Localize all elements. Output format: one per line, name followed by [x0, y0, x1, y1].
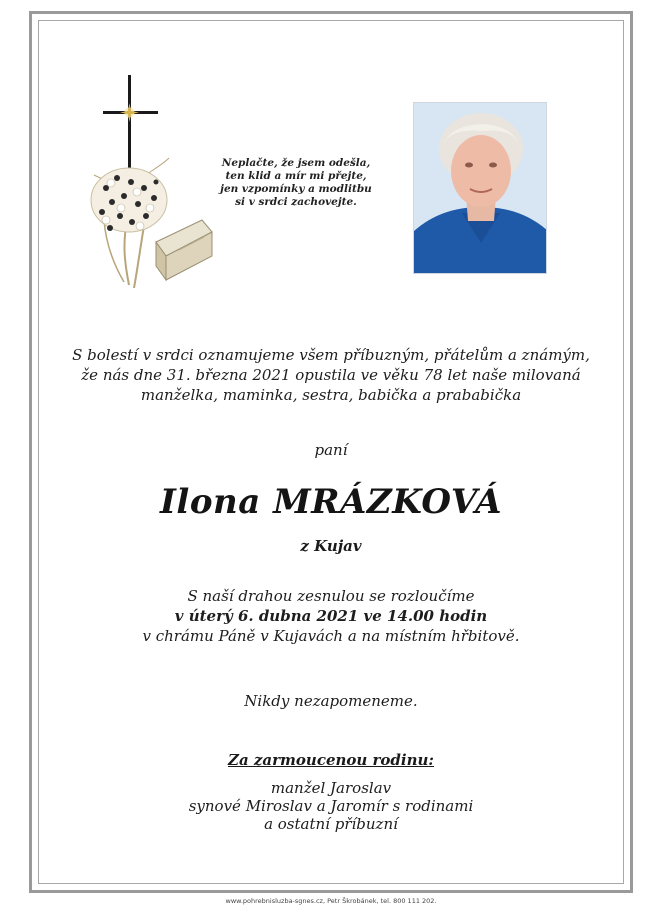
- announcement-line: S bolestí v srdci oznamujeme všem příbuzným, přátelům a známým,: [72, 346, 590, 364]
- cross-icon: [103, 75, 158, 172]
- closing-text: Nikdy nezapomeneme.: [244, 692, 418, 710]
- poem-line: Neplačte, že jsem odešla,: [221, 157, 371, 169]
- family-list: [40, 779, 622, 833]
- deceased-origin: z Kujav: [300, 537, 362, 555]
- family-member: synové Miroslav a Jaromír s rodinami: [188, 797, 474, 815]
- announcement-line: že nás dne 31. března 2021 opustila ve věku 78 let naše milovaná: [81, 366, 581, 384]
- poem: [206, 157, 386, 209]
- poem-line: ten klid a mír mi přejte,: [225, 170, 367, 182]
- announcement: [40, 345, 622, 405]
- family-member: a ostatní příbuzní: [264, 815, 398, 833]
- announcement-line: manželka, maminka, sestra, babička a prababička: [140, 386, 522, 404]
- salutation: paní: [314, 441, 348, 459]
- family-title: Za zarmoucenou rodinu:: [228, 751, 434, 769]
- ceremony-place: v chrámu Páně v Kujavách a na místním hřbitově.: [142, 627, 520, 645]
- decoration: [84, 70, 224, 292]
- family-member: manžel Jaroslav: [270, 779, 392, 797]
- book-icon: [156, 220, 212, 280]
- poem-line: si v srdci zachovejte.: [235, 196, 357, 208]
- ceremony-line: S naší drahou zesnulou se rozloučíme: [187, 587, 475, 605]
- ceremony-info: [40, 586, 622, 646]
- footer-credit: www.pohrebnisluzba-sgnes.cz, Petr Škrobánek, tel. 800 111 202.: [225, 897, 437, 905]
- poem-line: jen vzpomínky a modlitbu: [220, 183, 372, 195]
- deceased-name: Ilona MRÁZKOVÁ: [160, 482, 502, 522]
- ceremony-date: v úterý 6. dubna 2021 ve 14.00 hodin: [174, 607, 488, 625]
- portrait-photo: [413, 102, 547, 274]
